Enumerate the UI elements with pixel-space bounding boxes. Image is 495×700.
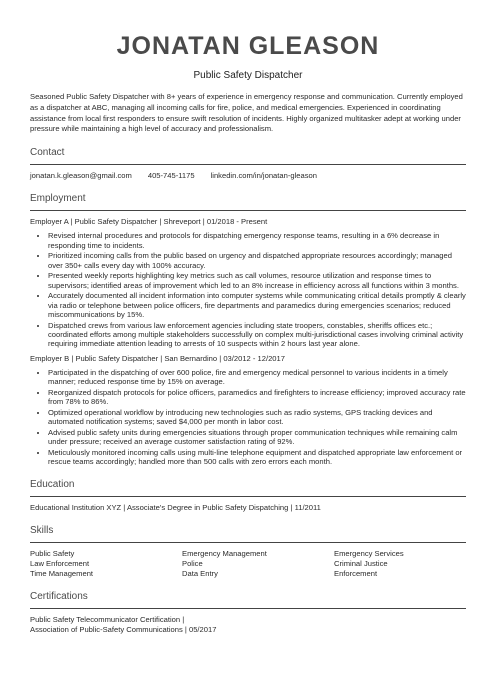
skill-item: Emergency Services (334, 548, 404, 558)
professional-summary: Seasoned Public Safety Dispatcher with 8+ years of experience in emergency response and communication. Currently employed as a dispatcher at ABC, managing all incoming calls for fire, police, and medical emergencies. Experienced in coordinating assistance from local first responders to ensure swift resolution of incidents. Highly organized multitasker adept at working under pressure while maintaining a high level of accuracy and professionalism. (30, 92, 463, 134)
skill-item: Police (182, 558, 203, 568)
job-bullets (30, 368, 466, 467)
skill-item: Emergency Management (182, 548, 267, 558)
bullet-item: • Revised internal procedures and protocols for dispatching emergency response teams, resulting in a 6% decrease in responding time to incidents. (48, 231, 466, 250)
resume-page (30, 0, 466, 635)
candidate-name: JONATAN GLEASON (116, 32, 380, 60)
skills-grid (30, 549, 466, 580)
bullet-item: • Optimized operational workflow by introducing new technologies such as radio systems, GPS tracking devices and automated notification systems; saved $4,000 per month in labor cost. (48, 408, 466, 427)
bullet-item: • Participated in the dispatching of over 600 police, fire and emergency medical personnel to various incidents in a timely manner; reduced response time by 15% on average. (48, 368, 466, 387)
bullet-item: • Advised public safety units during emergencies situations through proper communication techniques while remaining calm under pressure; received an average customer satisfaction rating of 92%. (48, 428, 466, 447)
skill-item: Data Entry (182, 569, 218, 579)
certification-line: Public Safety Telecommunicator Certification | (30, 615, 185, 625)
bullet-item: • Reorganized dispatch protocols for police officers, paramedics and firefighters to increase efficiency; improved accuracy rate from 78% to 86%. (48, 388, 466, 407)
contact-info (30, 171, 466, 181)
bullet-item: • Accurately documented all incident information into computer systems while communicating critical details promptly & clearly via radio or telephone between police officers, fire departments and paramedics during emergencies scenarios; reduced miscommunications by 15%. (48, 291, 466, 319)
skill-item: Public Safety (30, 548, 75, 558)
bullet-item: • Presented weekly reports highlighting key metrics such as call volumes, resource utilization and response times to supervisors; identified areas of improvement which led to an 8% increase in efficiency across all functions within 3 months. (48, 271, 466, 290)
bullet-item: • Meticulously monitored incoming calls using multi-line telephone equipment and dispatched appropriate law enforcement or rescue teams accordingly; handled more than 500 calls with zero errors each month. (48, 448, 466, 467)
bullet-item: • Dispatched crews from various law enforcement agencies including state troopers, constables, sheriffs offices etc.; coordinated efforts among multiple stakeholders successfully on complex multi-jurisdictional cases involving criminal activity requiring immediate attention leading to arrests of 10 suspects within 2 hours last year alone. (48, 321, 466, 349)
certification-line: Association of Public-Safety Communications | 05/2017 (30, 625, 217, 635)
contact-heading: Contact (30, 147, 466, 165)
skill-item: Criminal Justice (334, 558, 388, 568)
phone-text: 405-745-1175 (147, 171, 195, 181)
job-header: Employer B | Public Safety Dispatcher | San Bernardino | 03/2012 - 12/2017 (30, 353, 285, 363)
job-header: Employer A | Public Safety Dispatcher | Shreveport | 01/2018 - Present (30, 217, 268, 227)
email-text: jonatan.k.gleason@gmail.com (30, 171, 132, 181)
employment-heading: Employment (30, 193, 466, 211)
education-entry: Educational Institution XYZ | Associate's Degree in Public Safety Dispatching | 11/2011 (30, 502, 321, 512)
bullet-item: • Prioritized incoming calls from the public based on urgency and dispatched appropriate resources accordingly; managed over 350+ calls every day with 100% accuracy. (48, 251, 466, 270)
certifications-heading: Certifications (30, 591, 466, 609)
skill-item: Enforcement (334, 569, 378, 579)
linkedin-text: linkedin.com/in/jonatan-gleason (210, 171, 317, 181)
job-bullets (30, 231, 466, 349)
skill-item: Law Enforcement (30, 558, 90, 568)
skill-item: Time Management (30, 569, 94, 579)
education-heading: Education (30, 479, 466, 497)
skills-heading: Skills (30, 525, 466, 543)
candidate-title: Public Safety Dispatcher (193, 70, 303, 81)
